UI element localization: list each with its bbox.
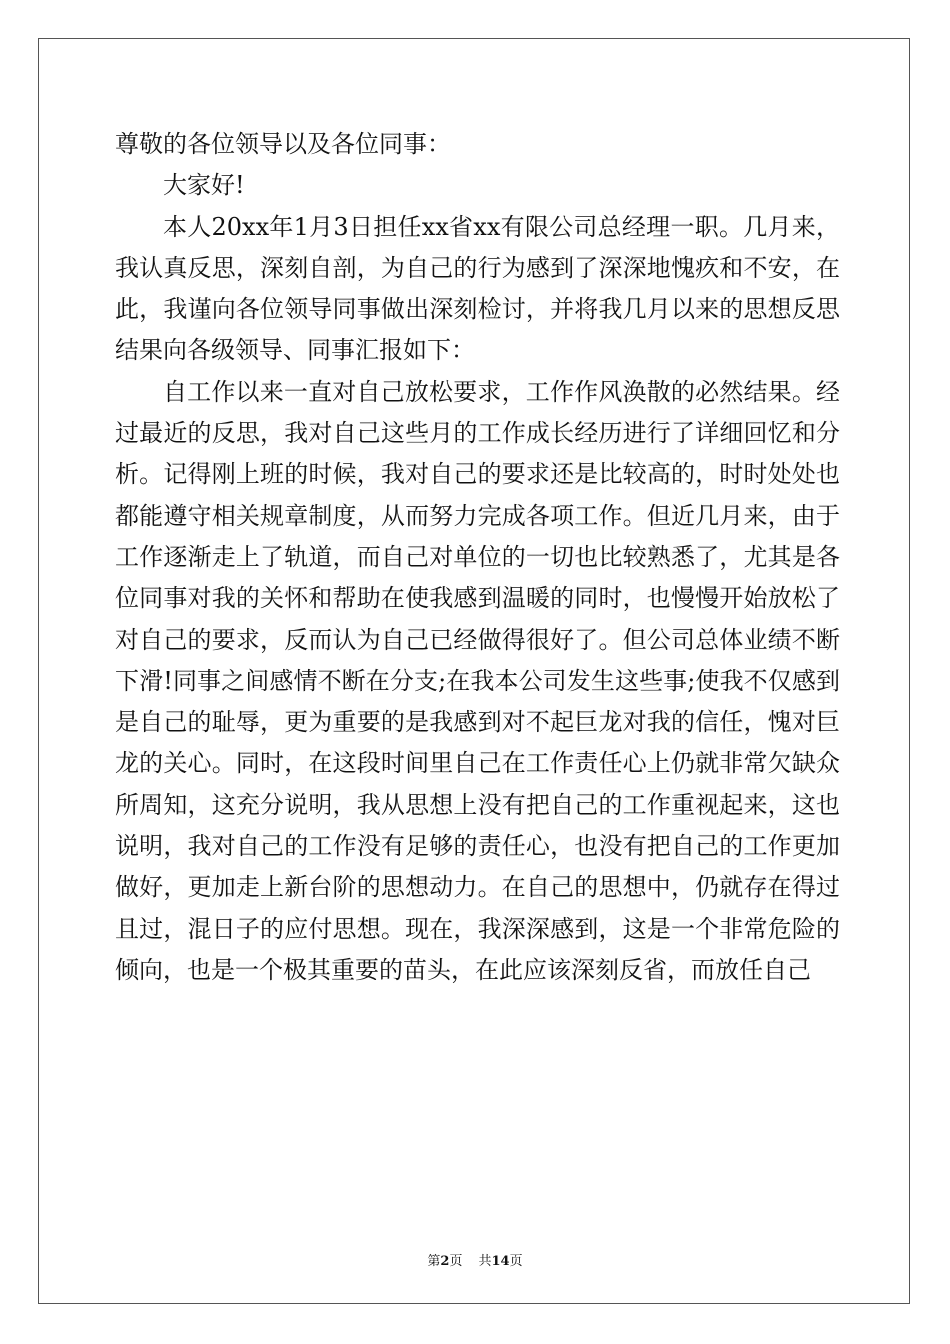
total-suffix: 页: [509, 1254, 523, 1269]
page-number: 2: [440, 1254, 450, 1269]
body-paragraph: 自工作以来一直对自己放松要求，工作作风涣散的必然结果。经过最近的反思，我对自己这些月的工作成长经历进行了详细回忆和分析。记得刚上班的时候，我对自己的要求还是比较高的，时时处处也都能遵守相关规章制度，从而努力完成各项工作。但近几月来，由于工作逐渐走上了轨道，而自己对单位的一切也比较熟悉了，尤其是各位同事对我的关怀和帮助在使我感到温暖的同时，也慢慢开始放松了对自己的要求，反而认为自己已经做得很好了。但公司总体业绩不断下滑!同事之间感情不断在分支;在我本公司发生这些事;使我不仅感到是自己的耻辱，更为重要的是我感到对不起巨龙对我的信任，愧对巨龙的关心。同时，在这段时间里自己在工作责任心上仍就非常欠缺众所周知，这充分说明，我从思想上没有把自己的工作重视起来，这也说明，我对自己的工作没有足够的责任心，也没有把自己的工作更加做好，更加走上新台阶的思想动力。在自己的思想中，仍就存在得过且过，混日子的应付思想。现在，我深深感到，这是一个非常危险的倾向，也是一个极其重要的苗头，在此应该深刻反省，而放任自己: [115, 377, 840, 984]
page-footer: [0, 1250, 950, 1269]
document-body: [115, 124, 840, 991]
page-suffix: 页: [449, 1254, 463, 1269]
body-paragraph: 本人20xx年1月3日担任xx省xx有限公司总经理一职。几月来，我认真反思，深刻自剖，为自己的行为感到了深深地愧疚和不安，在此，我谨向各位领导同事做出深刻检讨，并将我几月以来的思想反思结果向各级领导、同事汇报如下：: [115, 212, 840, 365]
total-prefix: 共: [478, 1254, 492, 1269]
salutation: 尊敬的各位领导以及各位同事：: [115, 130, 451, 158]
greeting-paragraph: 大家好!: [163, 171, 245, 200]
total-pages: 14: [491, 1254, 510, 1269]
page-prefix: 第: [427, 1254, 441, 1269]
